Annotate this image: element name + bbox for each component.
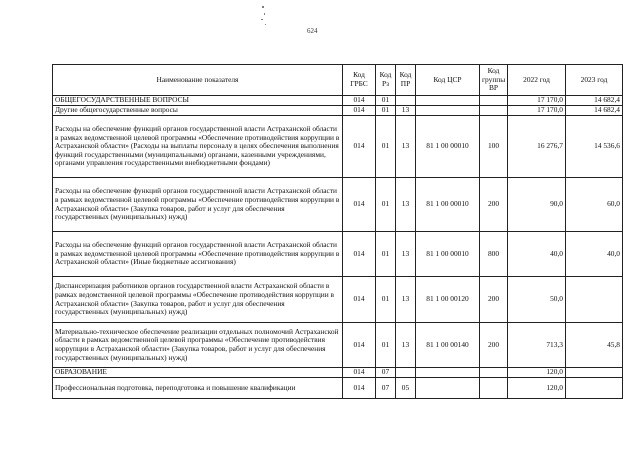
- header-pr: Код ПР: [396, 65, 416, 96]
- row-2022: 17 170,0: [508, 96, 566, 106]
- row-pr: 13: [396, 232, 416, 277]
- row-2023: 45,8: [566, 323, 623, 368]
- budget-table: [52, 64, 623, 399]
- row-2022: 713,3: [508, 323, 566, 368]
- row-2022: 120,0: [508, 368, 566, 378]
- row-rz: 07: [376, 378, 396, 399]
- row-2023: 14 682,4: [566, 96, 623, 106]
- table-row: [53, 178, 623, 232]
- row-vr: 200: [480, 178, 508, 232]
- row-2023: 40,0: [566, 232, 623, 277]
- row-2023: [566, 277, 623, 323]
- row-csr: 81 1 00 00010: [416, 178, 480, 232]
- row-grbs: 014: [343, 368, 376, 378]
- scan-speck: [261, 19, 263, 20]
- row-pr: 13: [396, 277, 416, 323]
- row-name: Материально-техническое обеспечение реализации отдельных полномочий Астраханской области в рамках ведомственной целевой программы «Обеспечение противодействия коррупции в Астраханской области» (Закупка товаров, работ и услуг для обеспечения государственных (муниципальных) нужд): [53, 323, 343, 368]
- row-rz: 07: [376, 368, 396, 378]
- row-csr: [416, 368, 480, 378]
- table-row: [53, 232, 623, 277]
- row-2022: 17 170,0: [508, 106, 566, 116]
- table-row: [53, 277, 623, 323]
- row-vr: [480, 96, 508, 106]
- row-csr: [416, 106, 480, 116]
- row-grbs: 014: [343, 96, 376, 106]
- row-vr: [480, 368, 508, 378]
- row-name: ОБЩЕГОСУДАРСТВЕННЫЕ ВОПРОСЫ: [53, 96, 343, 106]
- row-rz: 01: [376, 116, 396, 178]
- header-2022: 2022 год: [508, 65, 566, 96]
- row-pr: [396, 96, 416, 106]
- row-pr: 05: [396, 378, 416, 399]
- row-rz: 01: [376, 178, 396, 232]
- row-name: Профессиональная подготовка, переподготовка и повышение квалификации: [53, 378, 343, 399]
- row-vr: 100: [480, 116, 508, 178]
- row-2022: 50,0: [508, 277, 566, 323]
- row-pr: 13: [396, 106, 416, 116]
- row-grbs: 014: [343, 106, 376, 116]
- header-rz: Код Рз: [376, 65, 396, 96]
- row-csr: 81 1 00 00120: [416, 277, 480, 323]
- header-name: Наименование показателя: [53, 65, 343, 96]
- row-2022: 120,0: [508, 378, 566, 399]
- row-vr: [480, 378, 508, 399]
- row-2023: 60,0: [566, 178, 623, 232]
- scan-speck: [264, 13, 265, 15]
- table-header-row: [53, 65, 623, 96]
- row-2022: 90,0: [508, 178, 566, 232]
- row-name: Расходы на обеспечение функций органов государственной власти Астраханской области в рамках ведомственной целевой программы «Обеспечение противодействия коррупции в Астраханской области» (Иные бюджетные ассигнования): [53, 232, 343, 277]
- row-vr: 800: [480, 232, 508, 277]
- header-2023: 2023 год: [566, 65, 623, 96]
- row-name: Расходы на обеспечение функций органов государственной власти Астраханской области в рамках ведомственной целевой программы «Обеспечение противодействия коррупции в Астраханской области» (Расходы на выплаты персоналу в целях обеспечения выполнения функций государственными (муниципальными) органами, казенными учреждениями, органами управления государственными внебюджетными фондами): [53, 116, 343, 178]
- row-grbs: 014: [343, 178, 376, 232]
- row-rz: 01: [376, 232, 396, 277]
- table-row: [53, 368, 623, 378]
- row-name: Диспансеризация работников органов государственной власти Астраханской области в рамках ведомственной целевой программы «Обеспечение противодействия коррупции в Астраханской области» (Закупка товаров, работ и услуг для обеспечения государственных (муниципальных) нужд): [53, 277, 343, 323]
- row-rz: 01: [376, 96, 396, 106]
- table-row: [53, 323, 623, 368]
- row-pr: [396, 368, 416, 378]
- row-vr: 200: [480, 323, 508, 368]
- row-grbs: 014: [343, 277, 376, 323]
- row-vr: [480, 106, 508, 116]
- row-2022: 40,0: [508, 232, 566, 277]
- row-vr: 200: [480, 277, 508, 323]
- row-name: Другие общегосударственные вопросы: [53, 106, 343, 116]
- row-pr: 13: [396, 323, 416, 368]
- scan-speck: [265, 24, 266, 25]
- table-row: [53, 106, 623, 116]
- row-pr: 13: [396, 116, 416, 178]
- scan-speck: [262, 6, 264, 8]
- row-csr: [416, 378, 480, 399]
- table-row: [53, 378, 623, 399]
- row-name: ОБРАЗОВАНИЕ: [53, 368, 343, 378]
- row-name: Расходы на обеспечение функций органов государственной власти Астраханской области в рамках ведомственной целевой программы «Обеспечение противодействия коррупции в Астраханской области» (Закупка товаров, работ и услуг для обеспечения государственных (муниципальных) нужд): [53, 178, 343, 232]
- table-row: [53, 116, 623, 178]
- page-number: 624: [307, 27, 318, 35]
- row-csr: 81 1 00 00010: [416, 116, 480, 178]
- row-grbs: 014: [343, 116, 376, 178]
- row-2023: [566, 378, 623, 399]
- table-row: [53, 96, 623, 106]
- row-2023: 14 682,4: [566, 106, 623, 116]
- row-csr: [416, 96, 480, 106]
- row-2023: 14 536,6: [566, 116, 623, 178]
- row-rz: 01: [376, 106, 396, 116]
- row-grbs: 014: [343, 378, 376, 399]
- row-2022: 16 276,7: [508, 116, 566, 178]
- header-vr: Код группы ВР: [480, 65, 508, 96]
- row-2023: [566, 368, 623, 378]
- header-grbs: Код ГРБС: [343, 65, 376, 96]
- header-csr: Код ЦСР: [416, 65, 480, 96]
- row-rz: 01: [376, 277, 396, 323]
- row-grbs: 014: [343, 232, 376, 277]
- row-rz: 01: [376, 323, 396, 368]
- row-csr: 81 1 00 00140: [416, 323, 480, 368]
- row-pr: 13: [396, 178, 416, 232]
- row-grbs: 014: [343, 323, 376, 368]
- row-csr: 81 1 00 00010: [416, 232, 480, 277]
